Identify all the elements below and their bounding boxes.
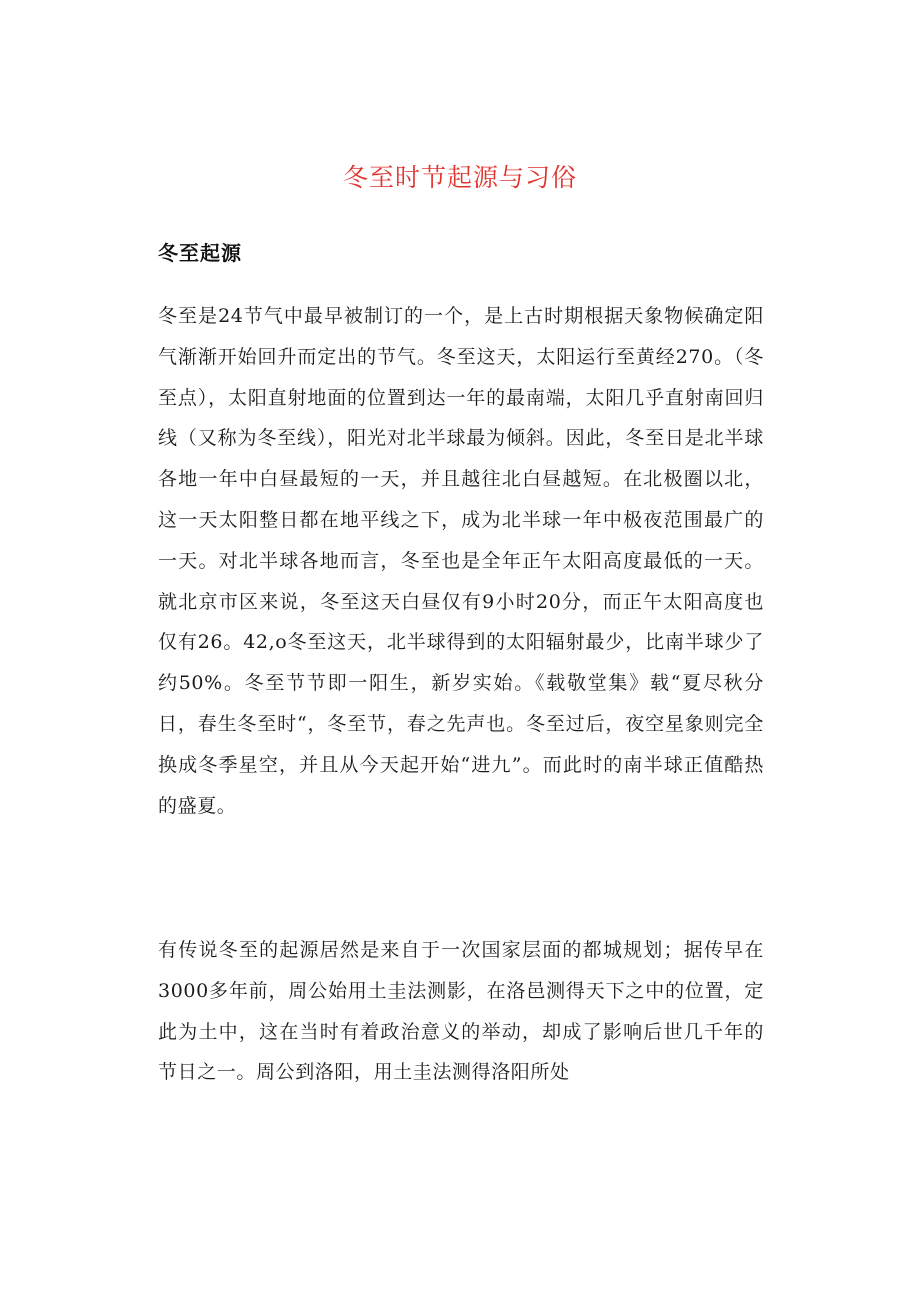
body-paragraph: 冬至是24节气中最早被制订的一个，是上古时期根据天象物候确定阳气渐渐开始回升而定出的节气。冬至这天，太阳运行至黄经270。（冬至点），太阳直射地面的位置到达一年的最南端，太阳几乎直射南回归线（又称为冬至线），阳光对北半球最为倾斜。因此，冬至日是北半球各地一年中白昼最短的一天，并且越往北白昼越短。在北极圈以北，这一天太阳整日都在地平线之下，成为北半球一年中极夜范围最广的一天。对北半球各地而言，冬至也是全年正午太阳高度最低的一天。就北京市区来说，冬至这天白昼仅有9小时20分，而正午太阳高度也仅有26。42,o冬至这天，北半球得到的太阳辐射最少，比南半球少了约50%。冬至节节即一阳生，新岁实始。《载敬堂集》载“夏尽秋分日，春生冬至时“，冬至节，春之先声也。冬至过后，夜空星象则完全换成冬季星空，并且从今天起开始“进九”。而此时的南半球正值酷热的盛夏。 — [158, 305, 764, 817]
body-paragraph: 有传说冬至的起源居然是来自于一次国家层面的都城规划；据传早在3000多年前，周公始用土圭法测影，在洛邑测得天下之中的位置，定此为土中，这在当时有着政治意义的举动，却成了影响后世几千年的节日之一。周公到洛阳，用土圭法测得洛阳所处 — [158, 939, 764, 1084]
section-heading: 冬至起源 — [158, 241, 242, 265]
page-title: 冬至时节起源与习俗 — [342, 163, 577, 192]
